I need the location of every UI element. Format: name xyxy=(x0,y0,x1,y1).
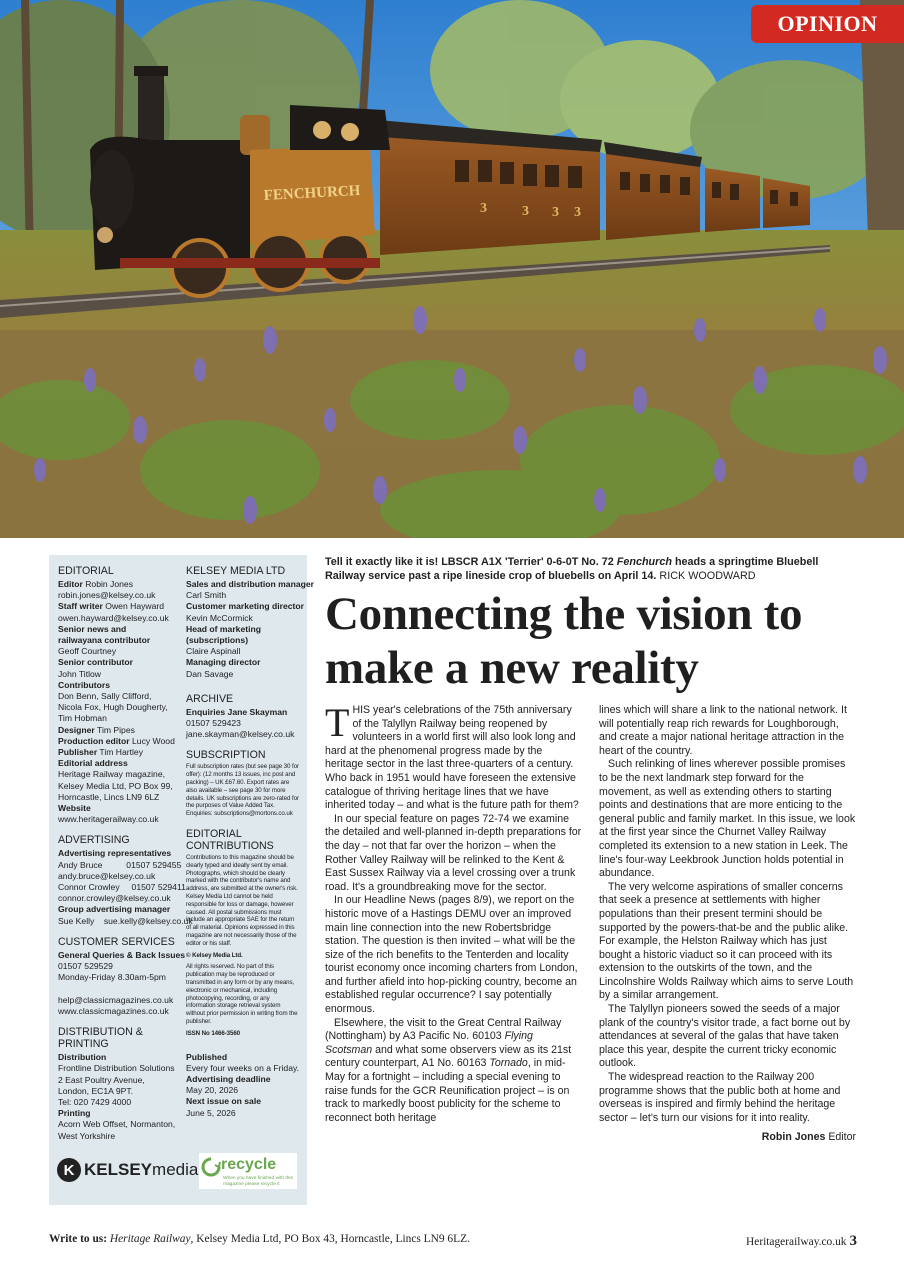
paragraph-part: , in mid-May for a fortnight – including a special evening to raise funds for the GCR Reunification project – is on track to markedly boost publicity for the scheme to reconnect both heritage xyxy=(325,1057,570,1124)
staff-line-label: Enquiries Jane Skayman xyxy=(186,706,288,717)
staff-line-label: Senior contributor xyxy=(58,657,133,668)
staff-line xyxy=(58,984,178,995)
staff-line xyxy=(186,601,304,612)
staff-line xyxy=(58,803,178,814)
coach-number: 3 xyxy=(574,205,581,220)
staff-line-label: Editorial address xyxy=(58,758,128,769)
staff-line xyxy=(186,718,300,729)
staff-line-value: Claire Aspinall xyxy=(186,646,241,657)
staff-line xyxy=(58,747,178,758)
staff-line-label: Website xyxy=(58,803,91,814)
editorial-list xyxy=(58,579,178,825)
deadline-label: Advertising deadline xyxy=(186,1073,271,1084)
staff-line xyxy=(58,893,178,904)
logo-bold-text: KELSEY xyxy=(84,1160,153,1179)
customer-services-list xyxy=(58,949,186,1017)
deadline-value: May 20, 2026 xyxy=(186,1085,239,1096)
staff-line-value: Heritage Railway magazine, xyxy=(58,769,165,780)
staff-line xyxy=(58,1108,178,1119)
staff-line-value: Kelsey Media Ltd, PO Box 99, xyxy=(58,780,173,791)
staff-line xyxy=(58,1052,178,1063)
staff-line xyxy=(58,613,178,624)
staff-line xyxy=(58,961,178,972)
kelsey-media-logo xyxy=(57,1158,198,1182)
next-issue-label: Next issue on sale xyxy=(186,1096,261,1107)
section-heading: ADVERTISING xyxy=(58,834,130,847)
published-label: Published xyxy=(186,1051,228,1062)
paragraph-part: Flying Scotsman xyxy=(325,1030,533,1056)
staff-line-value: Tim Hartley xyxy=(99,747,144,758)
section-heading: EDITORIAL CONTRIBUTIONS xyxy=(186,828,274,853)
staff-line xyxy=(58,590,178,601)
kelsey-list xyxy=(186,579,314,680)
staff-line xyxy=(186,579,314,590)
logo-light-text: media xyxy=(152,1160,199,1179)
staff-line-label: Distribution xyxy=(58,1052,107,1063)
staff-line-label: Editor xyxy=(58,579,83,589)
opinion-tag: OPINION xyxy=(751,5,904,43)
staff-line-value: Frontline Distribution Solutions xyxy=(58,1063,175,1074)
staff-line-value: 01507 529423 xyxy=(186,718,241,729)
staff-line xyxy=(58,1131,178,1142)
staff-line xyxy=(186,707,300,718)
staff-line xyxy=(58,680,178,691)
staff-line-value: Don Benn, Sally Clifford, xyxy=(58,691,152,702)
contributions-text: Contributions to this magazine should be clearly typed and ideally sent by email. Photographs, which should be clearly marked with the contributor's name and address, are submitted at the owner's risk. Kelsey Media Ltd cannot be held responsible for loss or damage, however caused. All postal submissions must include an appropriate SAE for the return of all material. Opinions expressed in this magazine are not necessarily those of the editor or his staff. xyxy=(186,854,298,947)
section-heading: KELSEY MEDIA LTD xyxy=(186,565,286,577)
staff-line xyxy=(58,995,178,1006)
staff-panel xyxy=(49,555,314,1205)
staff-line-label: Designer xyxy=(58,724,95,735)
loco-nameplate: FENCHURCH xyxy=(263,182,361,204)
copyright-line: © Kelsey Media Ltd. xyxy=(186,951,243,959)
staff-line xyxy=(186,729,300,740)
staff-line xyxy=(58,792,178,803)
distribution-list xyxy=(58,1052,178,1142)
staff-line-value: Kevin McCormick xyxy=(186,612,253,623)
page-number: 3 xyxy=(849,1233,857,1249)
publication-info xyxy=(186,1052,300,1119)
staff-line-value: andy.bruce@kelsey.co.uk xyxy=(58,870,156,881)
caption-rest: heads a springtime Bluebell Railway service past a ripe lineside crop of bluebells on April 14. xyxy=(325,556,819,582)
staff-line-label: Senior news and xyxy=(58,623,127,634)
staff-line xyxy=(58,725,178,736)
staff-line-value: Nicola Fox, Hugh Dougherty, xyxy=(58,702,168,713)
paragraph: The widespread reaction to the Railway 200 programme shows that the public both at home and overseas is inspired and firmly behind the heritage sector – let's turn our visions for it into reality. xyxy=(599,1071,841,1124)
staff-line-value: Tim Hobman xyxy=(58,713,107,724)
staff-line-label: Customer marketing director xyxy=(186,601,304,612)
staff-line xyxy=(58,814,178,825)
staff-line-label: Managing director xyxy=(186,657,261,668)
staff-line xyxy=(58,1063,178,1074)
staff-line xyxy=(186,657,300,668)
drop-cap: T xyxy=(325,700,350,745)
staff-line-value: www.classicmagazines.co.uk xyxy=(58,1005,169,1016)
footer-address xyxy=(49,1233,470,1245)
paragraph: The very welcome aspirations of smaller concerns that seek a presence at settlements with higher populations than their present termini should be supported by the powers-that-be and the public alike. For example, the Helston Railway which has just bought a historic viaduct so it can proceed with its extension to the outskirts of the town, and the Lincolnshire Wolds Railway which aims to serve Louth by a similar arrangement. xyxy=(599,880,854,1002)
staff-line xyxy=(186,590,300,601)
staff-line-value: West Yorkshire xyxy=(58,1130,116,1141)
staff-line-value: jane.skayman@kelsey.co.uk xyxy=(186,729,295,740)
staff-line xyxy=(58,1006,178,1017)
staff-line xyxy=(58,848,178,859)
staff-line xyxy=(58,904,178,915)
paragraph: lines which will share a link to the national network. It will potentially reap rich rewards for Loughborough, and create a major national heritage attraction in the heart of the country. xyxy=(599,704,847,757)
hero-photo xyxy=(0,0,904,538)
staff-line xyxy=(58,691,178,702)
staff-line xyxy=(58,972,178,983)
staff-line-value: Robin Jones xyxy=(85,579,133,589)
staff-line-label: (subscriptions) xyxy=(186,635,249,646)
staff-line-value: robin.jones@kelsey.co.uk xyxy=(58,590,156,601)
paragraph: In our special feature on pages 72-74 we examine the detailed and well-planned in-depth preparations for the day – not that far over the horizon – when the Rother Valley Railway will be relinked to the Kent & East Sussex Railway via a level crossing over a trunk road. It's a groundbreaking move for the sector. xyxy=(325,812,582,893)
staff-line xyxy=(58,871,178,882)
coach-number: 3 xyxy=(522,204,529,219)
staff-line-value: www.heritagerailway.co.uk xyxy=(58,814,159,825)
staff-line-value: connor.crowley@kelsey.co.uk xyxy=(58,893,171,904)
kelsey-k-icon: K xyxy=(57,1158,81,1182)
staff-line xyxy=(58,1097,178,1108)
staff-line-value: 01507 529529 xyxy=(58,961,113,972)
staff-line-value: Andy Bruce 01507 529455 xyxy=(58,859,182,870)
staff-line-value: Monday-Friday 8.30am-5pm xyxy=(58,972,166,983)
staff-line-label: General Queries & Back Issues xyxy=(58,949,186,960)
staff-line xyxy=(58,781,178,792)
section-heading: CUSTOMER SERVICES xyxy=(58,935,175,948)
staff-line xyxy=(186,669,300,680)
section-heading: SUBSCRIPTION xyxy=(186,749,266,762)
staff-line xyxy=(58,859,182,871)
staff-line xyxy=(58,1086,178,1097)
photo-caption xyxy=(325,555,855,583)
staff-line-label: Group advertising manager xyxy=(58,904,171,915)
staff-line-label: Sales and distribution manager xyxy=(186,579,314,589)
recycle-icon xyxy=(201,1157,221,1177)
rights-text: All rights reserved. No part of this publication may be reproduced or transmitted in any form or by any means, electronic or mechanical, including photocopying, recording, or any information storage retrieval system without prior permission in writing from the publisher. xyxy=(186,963,298,1025)
issn-line: ISSN No 1466-3560 xyxy=(186,1029,241,1037)
caption-loco: Fenchurch xyxy=(616,556,672,568)
coach-number: 3 xyxy=(552,205,559,220)
footer-magazine: Heritage Railway xyxy=(109,1233,191,1245)
paragraph: In our Headline News (pages 8/9), we report on the historic move of a Hastings DEMU over an improved main line connection into the new Robertsbridge station. The question is then invited – what will be the size of the rich benefits to the Tenterden and locality tourist economy once incoming charters from London, and further afield into hop-picking country, become an established regular occurrence? I say potentially enormous. xyxy=(325,894,578,1016)
staff-line-value: Geoff Courtney xyxy=(58,646,117,657)
staff-line xyxy=(58,1075,178,1086)
staff-line xyxy=(58,601,178,612)
staff-line xyxy=(186,624,300,635)
archive-list xyxy=(186,707,300,741)
staff-line xyxy=(58,579,178,590)
staff-line-value: John Titlow xyxy=(58,668,101,679)
staff-line xyxy=(58,736,178,747)
staff-line xyxy=(58,624,178,635)
staff-line xyxy=(58,635,178,646)
staff-line xyxy=(58,1119,178,1130)
recycle-logo xyxy=(199,1153,297,1189)
staff-line-label: Publisher xyxy=(58,747,98,758)
footer-site-link[interactable]: Heritagerailway.co.uk xyxy=(746,1236,847,1248)
paragraph: HIS year's celebrations of the 75th anniversary of the Talyllyn Railway being reopened by volunteers in a world first will also look long and hard at the phenomenal progress made by the heritage sector in the last three-quarters of a century. Who back in 1951 would have foreseen the extensive catalogue of thriving heritage lines that we have inherited today – and what is the future path for them? xyxy=(325,704,579,812)
staff-line-label: Head of marketing xyxy=(186,623,261,634)
staff-line xyxy=(58,713,178,724)
staff-line-value: Carl Smith xyxy=(186,590,227,601)
recycle-small-text: When you have finished with this magazine please recycle it xyxy=(223,1176,293,1187)
article-column-1 xyxy=(325,700,582,1125)
footer-label: Write to us: xyxy=(49,1233,107,1245)
coach-number: 3 xyxy=(480,201,487,216)
staff-column-right xyxy=(186,565,314,1119)
caption-lead: Tell it exactly like it is! LBSCR A1X 'Terrier' 0-6-0T No. 72 xyxy=(325,556,614,568)
staff-line-value: Sue Kelly sue.kelly@kelsey.co.uk xyxy=(58,915,193,926)
staff-line xyxy=(58,657,178,668)
staff-line-label: Advertising representatives xyxy=(58,848,172,859)
staff-line-value xyxy=(58,984,60,994)
staff-line-label: Printing xyxy=(58,1108,91,1119)
paragraph-part: and what some observers view as its 21st century counterpart, A1 No. 60163 xyxy=(325,1043,572,1070)
staff-line xyxy=(58,702,178,713)
staff-line-label: Contributors xyxy=(58,679,111,690)
staff-line-value: Tim Pipes xyxy=(97,724,135,735)
author-name: Robin Jones xyxy=(761,1131,826,1144)
byline xyxy=(599,1131,856,1145)
headline: Connecting the vision to make a new reality xyxy=(325,588,803,694)
page-footer xyxy=(49,1233,857,1249)
section-heading: DISTRIBUTION & PRINTING xyxy=(58,1026,143,1051)
section-heading: ARCHIVE xyxy=(186,692,234,705)
caption-credit: RICK WOODWARD xyxy=(659,570,756,582)
staff-column-left xyxy=(58,565,193,1142)
recycle-text: recycle xyxy=(221,1156,277,1173)
next-issue-value: June 5, 2026 xyxy=(186,1107,236,1118)
staff-line-value: Dan Savage xyxy=(186,668,234,679)
published-value: Every four weeks on a Friday. xyxy=(186,1062,300,1073)
staff-line-value: London, EC1A 9PT. xyxy=(58,1085,134,1096)
section-heading: EDITORIAL xyxy=(58,565,114,577)
staff-line xyxy=(186,613,300,624)
staff-line xyxy=(58,769,178,780)
staff-line-value: Connor Crowley 01507 529411 xyxy=(58,882,186,893)
paragraph xyxy=(325,1017,582,1126)
staff-line xyxy=(58,758,178,769)
article-column-2 xyxy=(599,704,856,1145)
staff-line-value: Acorn Web Offset, Normanton, xyxy=(58,1119,176,1130)
staff-line-value: help@classicmagazines.co.uk xyxy=(58,994,174,1005)
staff-line xyxy=(58,669,178,680)
advertising-list xyxy=(58,848,193,926)
staff-line xyxy=(58,646,178,657)
train-bluebells-illustration xyxy=(0,0,904,538)
staff-line-label: Staff writer xyxy=(58,601,103,612)
staff-line-value: Horncastle, Lincs LN9 6LZ xyxy=(58,791,160,802)
staff-line xyxy=(186,646,300,657)
staff-line-value: 2 East Poultry Avenue, xyxy=(58,1074,145,1085)
footer-address-text: , Kelsey Media Ltd, PO Box 43, Horncastle, Lincs LN9 6LZ. xyxy=(190,1233,470,1245)
staff-line xyxy=(58,915,193,927)
staff-line xyxy=(186,635,300,646)
staff-line-label: Production editor xyxy=(58,735,130,746)
paragraph: Such relinking of lines wherever possible promises to be the next landmark step forward for the movement, as well as extending others to starting points and destinations that are more enticing to the general public and family market. In this issue, we look at the first year since the Churnet Valley Railway completed its extension to a new station in Leek. The line's four-way Leekbrook Junction holds potential in abundance. xyxy=(599,758,856,880)
subscription-text: Full subscription rates (but see page 30 for offer): (12 months 13 issues, inc post and packing) – UK £67.60. Export rates are also available – see page 30 for more details. UK subscriptions are zero-rated for the purposes of Value Added Tax. Enquiries: subscriptions@mortons.co.uk xyxy=(186,763,299,818)
staff-line xyxy=(58,882,186,893)
paragraph-part: Elsewhere, the visit to the Great Central Railway (Nottingham) by A3 Pacific No. 60103 xyxy=(325,1016,562,1043)
staff-line xyxy=(58,949,186,961)
staff-line-value: Tel: 020 7429 4000 xyxy=(58,1096,132,1107)
staff-line-label: railwayana contributor xyxy=(58,635,151,646)
staff-line-value: owen.hayward@kelsey.co.uk xyxy=(58,612,169,623)
author-role: Editor xyxy=(828,1131,856,1144)
paragraph-part: Tornado xyxy=(489,1057,528,1070)
staff-line-value: Owen Hayward xyxy=(105,601,165,612)
paragraph: The Talyllyn pioneers sowed the seeds of a major plank of the country's visitor trade, a fact borne out by attendances at several of the galas that have taken place this year, despite the current tricky economic outlook. xyxy=(599,1003,851,1070)
staff-line-value: Lucy Wood xyxy=(132,735,175,746)
footer-right xyxy=(746,1233,857,1250)
